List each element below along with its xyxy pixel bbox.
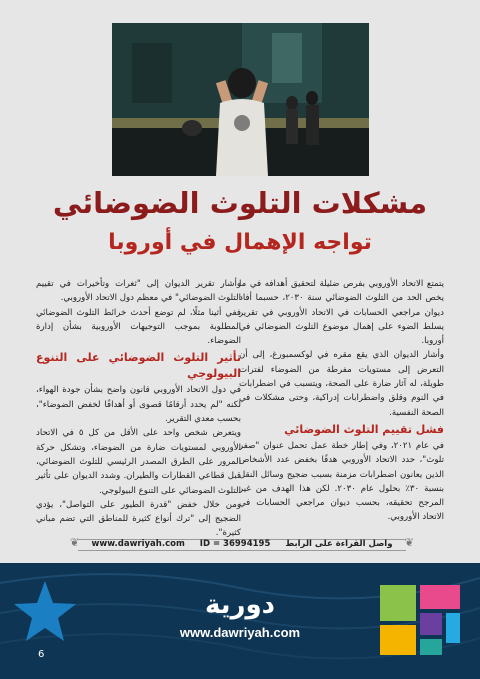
paragraph: في عام ٢٠٢١، وفي إطار خطة عمل تحمل عنوان "صفر تلوث"، حدد الاتحاد الأوروبي هدفًا بخفض عدد الأشخاص الذين يعانون اضطرابات مزمنة بسبب ضجيج وسائل النقل بنسبة ٣٠٪ بحلول عام ٢٠٣٠. لكن هذا الهدف من غير المرجح تحقيقه، بحسب ديوان مراجعي الحسابات في الاتحاد الأوروبي.: [239, 440, 444, 523]
read-more-bar: [70, 534, 414, 554]
article-column-right: [239, 277, 444, 525]
ornament-icon: ❦: [404, 536, 414, 549]
article-title: مشكلات التلوث الضوضائي: [52, 186, 428, 220]
page-number: 6: [38, 649, 45, 660]
article-subtitle: تواجه الإهمال في أوروبا: [108, 230, 372, 255]
read-more-text: [70, 539, 414, 549]
page-footer: [0, 563, 480, 679]
ornament-icon: ❦: [70, 536, 80, 549]
paragraph: ومن خلال خفض "قدرة الطيور على التواصل"، يؤدي الضجيج إلى "ترك أنواع كثيرة للمناطق التي تضم مباني كثيرة".: [36, 499, 241, 539]
footer-url[interactable]: www.dawriyah.com: [179, 625, 301, 640]
article-id: ID = 36994195: [199, 539, 271, 549]
paragraph: وأشار الديوان الذي يقع مقره في لوكسمبورغ، إلى أن التعرض إلى مستويات مفرطة من الضوضاء لفترات طويلة، له آثار ضارة على الصحة، ويتسبب في اضطرابات في النوم وقلق واضطرابات إدراكية، وحتى مشكلات في الصحة النفسية.: [239, 350, 444, 418]
brand-logo-text: دورية: [204, 590, 275, 620]
brand-mosaic-logo-icon: [380, 585, 460, 655]
read-more-url[interactable]: www.dawriyah.com: [91, 539, 185, 549]
read-more-label: واصل القراءة على الرابط: [285, 539, 393, 549]
article-photo: [112, 23, 369, 176]
paragraph: وأشار تقرير الديوان إلى "ثغرات وتأخيرات في تقييم التلوث الضوضائي" في معظم دول الاتحاد الأوروبي.: [36, 279, 241, 304]
paragraph: يتمتع الاتحاد الأوروبي بفرص ضئيلة لتحقيق أهدافه في ما يخص الحد من التلوث الضوضائي سنة ٢٠٣٠، حسبما أفاد ديوان مراجعي الحسابات في الاتحاد الأوروبي في تقرير يسلط الضوء على إهمال موضوع التلوث الضوضائي في أوروبا.: [239, 279, 444, 347]
section-heading: تأثير التلوث الضوضائي على التنوع البيولوجي: [36, 351, 241, 381]
paragraph: ويتعرض شخص واحد على الأقل من كل ٥ في الاتحاد الأوروبي لمستويات ضارة من الضوضاء، وتشكل حركة المرور على الطرق المصدر الرئيسي للتلوث الضوضائي، قبل قطاعي القطارات والطيران. وشدد الديوان على تأثير التلوث الضوضائي على التنوع البيولوجي.: [36, 428, 241, 496]
section-heading: فشل تقييم التلوث الضوضائي: [284, 422, 444, 436]
paragraph: في دول الاتحاد الأوروبي قانون واضح بشأن جودة الهواء، لكنه "لم يحدد أرقامًا قصوى أو أهدافًا لخفض الضوضاء"، بحسب معدي التقرير.: [36, 385, 241, 425]
article-column-left: [36, 277, 241, 541]
paragraph: ففي أثينا مثلًا، لم توضع أحدث خرائط التلوث الضوضائي المطلوبة بموجب التوجيهات الأوروبية بشأن إدارة الضوضاء.: [36, 307, 241, 347]
